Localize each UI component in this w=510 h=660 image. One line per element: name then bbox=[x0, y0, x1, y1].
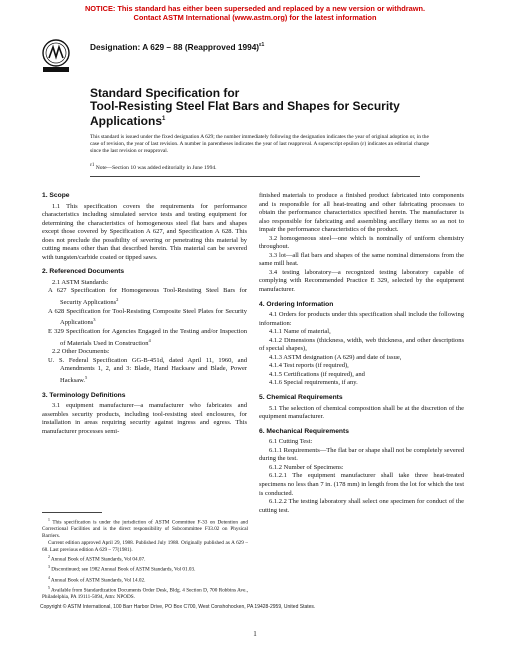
epsilon-note-sup: ε1 bbox=[90, 163, 95, 168]
footnote-3-text: Discontinued; see 1982 Annual Book of ASTM Standards, Vol 01.03. bbox=[51, 567, 196, 574]
designation bbox=[90, 42, 264, 52]
reference-a628-text: A 628 Specification for Tool-Resisting Composite Steel Plates for Security Applications bbox=[48, 307, 247, 327]
footnote-divider bbox=[42, 512, 102, 513]
reference-a628-sup: 3 bbox=[93, 317, 96, 323]
reference-e329-sup: 4 bbox=[148, 337, 151, 343]
designation-text: Designation: A 629 – 88 (Reapproved 1994) bbox=[90, 42, 260, 52]
paragraph-4-1-4: 4.1.4 Test reports (if required), bbox=[269, 362, 349, 370]
reference-a627-sup: 2 bbox=[116, 297, 119, 303]
paragraph-6-1-1: 6.1.1 Requirements—The flat bar or shape shall not be completely severed during the test. bbox=[259, 446, 464, 463]
reference-a627-text: A 627 Specification for Homogeneous Tool-Resisting Steel Bars for Security Applications bbox=[48, 287, 247, 307]
reference-federal-spec bbox=[42, 357, 247, 386]
intro-paragraph: This standard is issued under the fixed designation A 629; the number immediately following the designation indicates the year of original adoption or, in the case of revision, the year of last revision. A number in parentheses indicates the year of last reapproval. A superscript epsilon (ε) indicates an editorial change since the last revision or reapproval. bbox=[90, 134, 430, 154]
epsilon-note-text: Note—Section 10 was added editorially in June 1994. bbox=[94, 164, 217, 171]
title-line-2: Tool-Resisting Steel Flat Bars and Shapes for Security bbox=[90, 99, 400, 113]
reference-federal-spec-text: U. S. Federal Specification GG-B-451d, dated April 11, 1960, and Amendments 1, 2, and 3: Blade, Hand Hacksaw and Blade, Power Hacksaw. bbox=[48, 356, 247, 385]
paragraph-6-1: 6.1 Cutting Test: bbox=[269, 438, 313, 446]
paragraph-3-1: 3.1 equipment manufacturer—a manufacturer who fabricates and assembles security products, including tool-resisting steel enclosures, for installation in areas requiring security against ingress and egress. This manufacturer processes semi- bbox=[42, 402, 247, 435]
footnote-1-text: This specification is under the jurisdiction of ASTM Committee F-33 on Detention and Correctional Facilities and is the direct responsibility of Subcommittee F33.02 on Physical Barriers. bbox=[42, 519, 248, 539]
footnote-5-text: Available from Standardization Documents Order Desk, Bldg. 4 Section D, 700 Robbins Ave., Philadelphia, PA 19111-5094, Attn: NPODS. bbox=[42, 587, 248, 601]
footnote-3: $^3$ Discontinued; see 1982 Annual Book of ASTM Standards, Vol 01.03. bbox=[48, 565, 196, 574]
paragraph-2-1: 2.1 ASTM Standards: bbox=[52, 278, 109, 286]
section-heading-scope: 1. Scope bbox=[42, 192, 70, 199]
paragraph-6-1-2-1: 6.1.2.1 The equipment manufacturer shall take three heat-treated specimens no less than 7 in. (178 mm) in length from the lot for which the test is conducted. bbox=[259, 472, 464, 497]
footnotes bbox=[42, 512, 248, 602]
paragraph-3-4: 3.4 testing laboratory—a recognized testing laboratory capable of complying with Recommended Practice E 329, selected by the equipment manufacturer. bbox=[259, 268, 464, 294]
section-heading-terminology: 3. Terminology Definitions bbox=[42, 391, 126, 399]
paragraph-4-1-6: 4.1.6 Special requirements, if any. bbox=[269, 379, 358, 387]
section-heading-referenced-documents: 2. Referenced Documents bbox=[42, 268, 125, 276]
notice-line-1: NOTICE: This standard has either been superseded and replaced by a new version or withdrawn. bbox=[84, 4, 426, 13]
reference-e329 bbox=[42, 328, 247, 348]
right-column bbox=[259, 192, 464, 515]
section-heading-ordering-information: 4. Ordering Information bbox=[259, 300, 334, 308]
footnote-1: $^1$ This specification is under the jurisdiction of ASTM Committee F-33 on Detention and Correctional Facilities and is the direct responsibility of Subcommittee F33.02 on Physical Barriers. bbox=[42, 518, 248, 539]
paragraph-2-2: 2.2 Other Documents: bbox=[52, 348, 110, 356]
document-title bbox=[90, 87, 430, 128]
left-column bbox=[42, 192, 247, 436]
paragraph-6-1-2: 6.1.2 Number of Specimens: bbox=[269, 463, 344, 471]
paragraph-4-1-3: 4.1.3 ASTM designation (A 629) and date of issue, bbox=[269, 353, 402, 361]
epsilon-note bbox=[90, 163, 217, 171]
paragraph-3-3: 3.3 lot—all flat bars and shapes of the same nominal dimensions from the same mill heat. bbox=[259, 251, 464, 268]
footnote-4-text: Annual Book of ASTM Standards, Vol 14.02. bbox=[50, 577, 146, 584]
page-number: 1 bbox=[253, 630, 257, 638]
title-sup: 1 bbox=[162, 116, 166, 122]
footnote-2: $^2$ Annual Book of ASTM Standards, Vol 04.07. bbox=[48, 555, 146, 563]
paragraph-1-1: 1.1 This specification covers the requirements for performance characteristics including simulated service tests and testing equipment for determining the characteristics of homogeneous steel flat bars and shapes except those covered by Specification A 627, and Specification A 628. This does not preclude the possibility of severing or penetrating this material by cutting means other than that described herein. This material can be severed with tungsten/carbide coated or tipped saws. bbox=[42, 202, 247, 261]
notice-line-2: Contact ASTM International (www.astm.org) for the latest information bbox=[133, 13, 377, 22]
title-line-1: Standard Specification for bbox=[90, 86, 240, 100]
footnote-5: $^5$ Available from Standardization Documents Order Desk, Bldg. 4 Section D, 700 Robbins Ave., Philadelphia, PA 19111-5094, Attn: NPODS. bbox=[42, 585, 248, 601]
copyright-line: Copyright © ASTM International, 100 Barr Harbor Drive, PO Box C700, West Conshohocken, PA 19428-2959, United States. bbox=[40, 604, 316, 610]
paragraph-4-1-1: 4.1.1 Name of material, bbox=[269, 328, 331, 336]
section-heading-mechanical-requirements: 6. Mechanical Requirements bbox=[259, 427, 349, 435]
reference-e329-text: E 329 Specification for Agencies Engaged in the Testing and/or Inspection of Materials Used in Construction bbox=[48, 327, 247, 347]
reference-federal-spec-sup: 5 bbox=[85, 374, 88, 380]
reference-a628 bbox=[42, 308, 247, 328]
header-divider bbox=[90, 176, 420, 177]
footnote-4: $^4$ Annual Book of ASTM Standards, Vol 14.02. bbox=[48, 575, 146, 584]
paragraph-4-1: 4.1 Orders for products under this specification shall include the following information: bbox=[259, 311, 464, 327]
footnote-2-text: Annual Book of ASTM Standards, Vol 04.07. bbox=[50, 556, 146, 563]
paragraph-4-1-5: 4.1.5 Certifications (if required), and bbox=[269, 370, 365, 378]
paragraph-5-1: 5.1 The selection of chemical composition shall be at the discretion of the equipment manufacturer. bbox=[259, 404, 464, 421]
footnote-1b: Current edition approved April 29, 1988. Published July 1988. Originally published as A 629 – 68. Last previous edition A 629 – 77(1981). bbox=[42, 540, 248, 553]
paragraph-3-2: 3.2 homogeneous steel—one which is nominally of uniform chemistry throughout. bbox=[259, 234, 464, 251]
paragraph-4-1-2: 4.1.2 Dimensions (thickness, width, web thickness, and other descriptions of special shapes), bbox=[259, 336, 464, 353]
paragraph-6-1-2-2: 6.1.2.2 The testing laboratory shall select one specimen for conduct of the cutting test. bbox=[259, 498, 464, 514]
title-line-3: Applications bbox=[90, 114, 163, 128]
notice-banner bbox=[0, 4, 510, 22]
paragraph-3-1-continued: finished materials to produce a finished product fabricated into components and is responsible for all heat-treating and other fabricating processes to obtain the performance characteristics specified herein. The manufacturer is also responsible for fabricating and assembling ancillary items so as not to impair the performance characteristics of the product. bbox=[259, 192, 464, 234]
reference-a627 bbox=[42, 287, 247, 307]
designation-sup: ε1 bbox=[259, 42, 265, 49]
astm-logo bbox=[40, 38, 72, 74]
section-heading-chemical-requirements: 5. Chemical Requirements bbox=[259, 394, 343, 402]
